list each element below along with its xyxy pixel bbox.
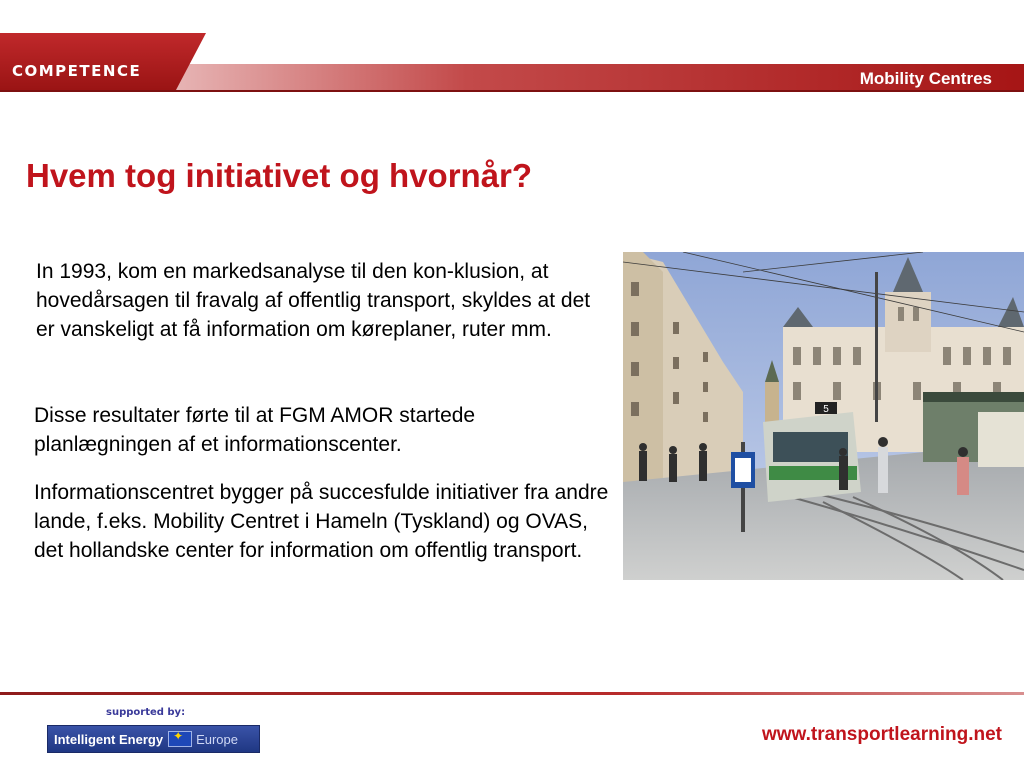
iee-logo-left: Intelligent Energy (54, 731, 164, 747)
paragraph-inspiration: Informationscentret bygger på succesfulde initiativer fra andre lande, f.eks. Mobility Centret i Hameln (Tyskland) og OVAS, det hollandske center for information om offentlig transport. (34, 481, 609, 562)
footer-divider (0, 692, 1024, 695)
header-banner (0, 0, 1024, 100)
competence-logo: COMPETENCE (12, 62, 142, 80)
tram-route-number: 5 (823, 404, 829, 415)
intelligent-energy-europe-logo (47, 725, 260, 753)
website-link[interactable]: www.transportlearning.net (762, 724, 1002, 745)
eu-flag-icon: ✦ (168, 731, 192, 747)
header-title: Mobility Centres (859, 69, 992, 88)
city-tram-photo (623, 252, 1024, 580)
supported-by-label: supported by: (106, 707, 186, 718)
iee-logo-right: Europe (196, 731, 238, 747)
paragraph-market-analysis: In 1993, kom en markedsanalyse til den kon-klusion, at hovedårsagen til fravalg af offentlig transport, skyldes at det er vanskeligt at få information om køreplaner, ruter mm. (36, 260, 591, 341)
paragraph-planning: Disse resultater førte til at FGM AMOR startede planlægningen af et informationscenter. (34, 404, 476, 456)
slide-title: Hvem tog initiativet og hvornår? (26, 157, 533, 194)
